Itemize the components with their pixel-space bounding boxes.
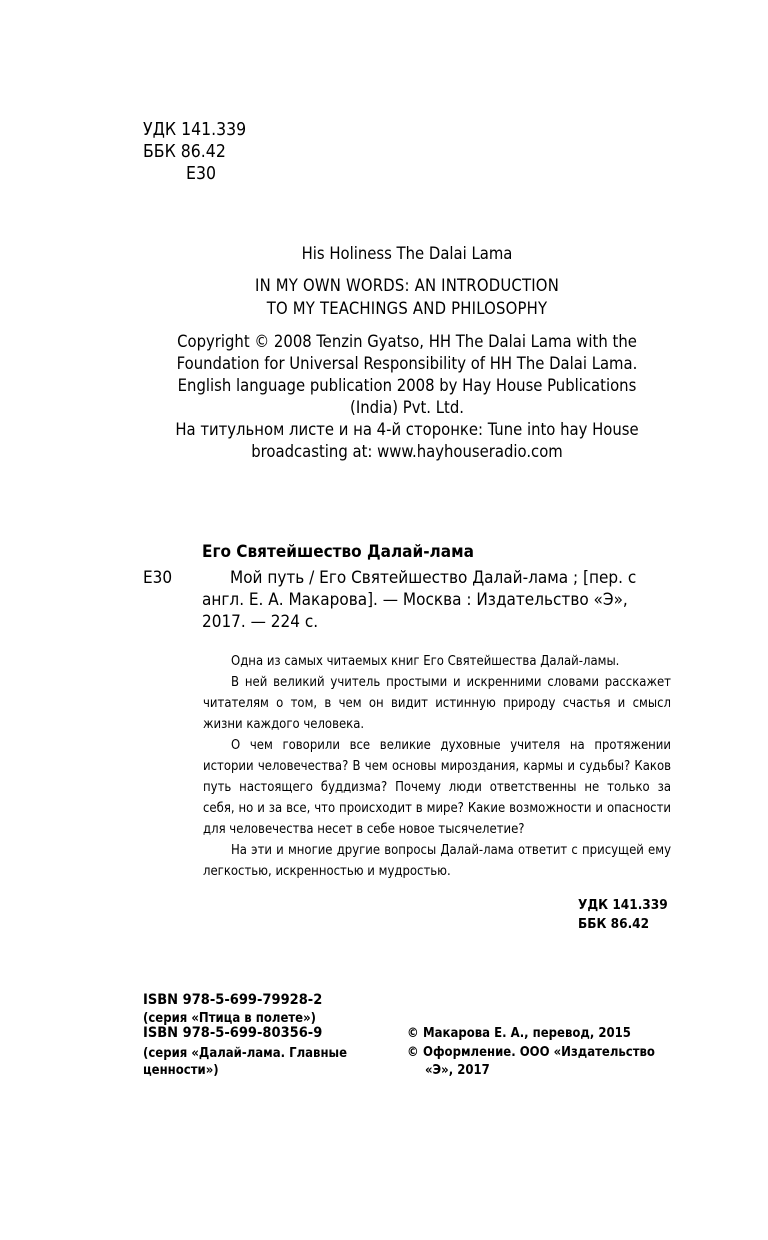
isbn-2-series-line1: (серия «Далай-лама. Главные xyxy=(143,1046,348,1061)
top-udk-code: УДК 141.339 xyxy=(143,120,247,140)
copyright-line: Copyright © 2008 Tenzin Gyatso, HH The Dalai Lama with the xyxy=(177,332,637,351)
catalog-line2: англ. Е. А. Макарова]. — Москва : Издательство «Э», xyxy=(202,590,628,610)
bottom-bbk-code: ББК 86.42 xyxy=(578,916,650,932)
rights-design xyxy=(407,1044,655,1062)
copyright-line: На титульном листе и на 4-й сторонке: Tune into hay House xyxy=(175,420,639,439)
original-author: His Holiness The Dalai Lama xyxy=(301,244,513,263)
annotation xyxy=(203,651,671,882)
catalog-line3: 2017. — 224 с. xyxy=(202,612,319,632)
copyright-symbol: © xyxy=(407,1026,419,1041)
copyright-line: Foundation for Universal Responsibility of HH The Dalai Lama. xyxy=(176,354,638,373)
catalog-heading: Его Святейшество Далай-лама xyxy=(202,542,474,562)
top-bbk-code: ББК 86.42 xyxy=(143,142,226,162)
rights-translation xyxy=(407,1025,631,1043)
annotation-paragraph-3: О чем говорили все великие духовные учителя на протяжении истории человечества? В чем основы мироздания, кармы и судьбы? Каков путь настоящего буддизма? Почему люди ответственны не только за себя, но и за все, что происходит в мире? Какие возможности и опасности для человечества несет в себе новое тысячелетие? xyxy=(203,738,671,837)
top-author-mark: Е30 xyxy=(186,164,216,184)
copyright-line: (India) Pvt. Ltd. xyxy=(350,398,464,417)
copyright-line: broadcasting at: www.hayhouseradio.com xyxy=(251,442,563,461)
isbn-1: ISBN 978-5-699-79928-2 xyxy=(143,992,323,1008)
original-title-line2: TO MY TEACHINGS AND PHILOSOPHY xyxy=(266,299,548,318)
bottom-udk-code: УДК 141.339 xyxy=(578,897,668,913)
rights-design-year: «Э», 2017 xyxy=(425,1063,490,1078)
catalog-mark: Е30 xyxy=(143,568,173,588)
annotation-paragraph-2: В ней великий учитель простыми и искренними словами расскажет читателям о том, в чем он видит истинную природу счастья и смысл жизни каждого человека. xyxy=(203,675,671,732)
catalog-line1: Мой путь / Его Святейшество Далай-лама ; [пер. с xyxy=(230,568,637,588)
isbn-2: ISBN 978-5-699-80356-9 xyxy=(143,1025,323,1041)
rights-design-text: Оформление. ООО «Издательство xyxy=(423,1045,655,1060)
original-title-line1: IN MY OWN WORDS: AN INTRODUCTION xyxy=(255,276,559,295)
isbn-2-series-line2: ценности») xyxy=(143,1063,219,1078)
copyright-symbol: © xyxy=(407,1045,419,1060)
annotation-paragraph-4: На эти и многие другие вопросы Далай-лама ответит с присущей ему легкостью, искренностью и мудростью. xyxy=(203,843,671,879)
copyright-line: English language publication 2008 by Hay House Publications xyxy=(177,376,637,395)
isbn-1-series: (серия «Птица в полете») xyxy=(143,1011,317,1026)
annotation-paragraph-1: Одна из самых читаемых книг Его Святейшества Далай-ламы. xyxy=(231,654,620,669)
rights-translation-text: Макарова Е. А., перевод, 2015 xyxy=(423,1026,631,1041)
